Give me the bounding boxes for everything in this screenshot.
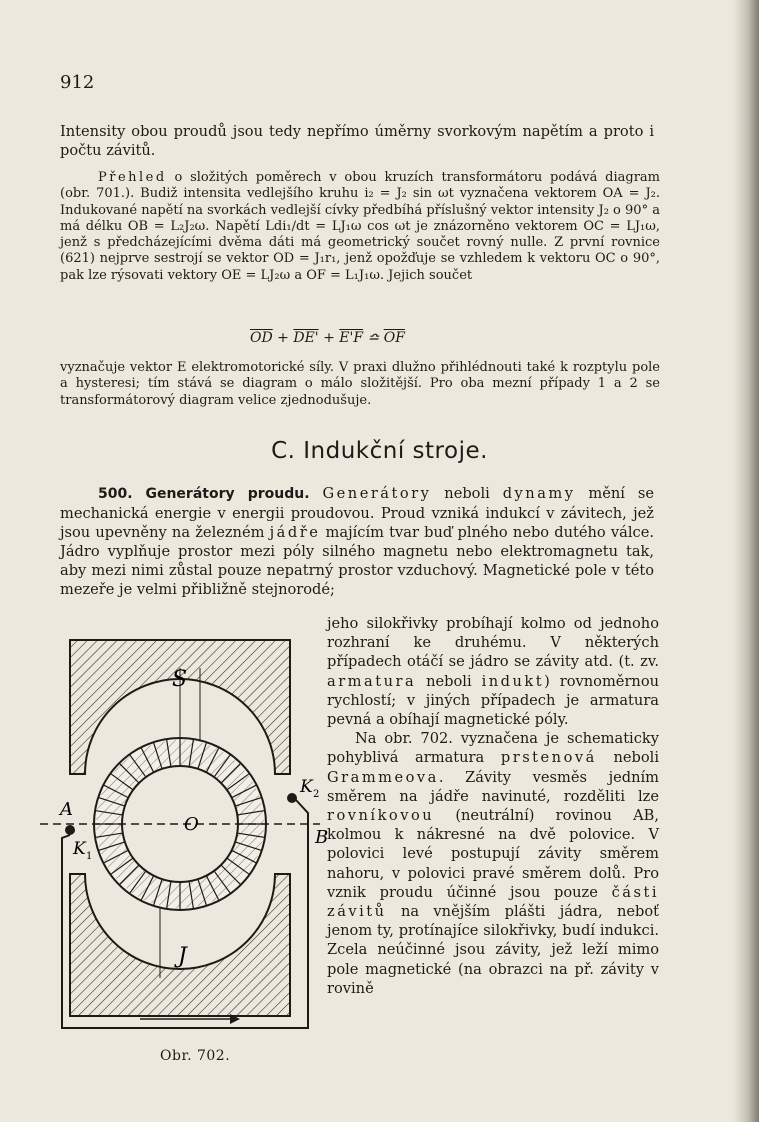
gramme-ring-diagram — [40, 628, 330, 1038]
page-spine-shadow — [733, 0, 759, 1122]
label-a: A — [60, 799, 73, 820]
term-rovnikovou: rovníkovou — [327, 807, 435, 825]
label-k2: K — [300, 777, 313, 797]
figure-caption: Obr. 702. — [160, 1048, 231, 1064]
paragraph-after-formula: vyznačuje vektor E elektromotorické síly. V praxi dlužno přihlédnouti také k rozptylu pole a hysteresi; tím stává se diagram o málo složitější. Pro oba mezní případy 1 a 2 se transformátorový diagram velice zjednodušuje. — [60, 360, 660, 408]
formula-equals: ≏ — [363, 330, 384, 346]
right-text-1: jeho silokřivky probíhají kolmo od jednoho rozhraní ke druhému. V některých případech otáčí se jádro se závity atd. (t. zv. — [327, 615, 659, 671]
generators-text-3: majícím tvar buď plného nebo dutého válce. Jádro vyplňuje prostor mezi póly silného magnetu nebo elektromagnetu tak, aby mezi nimi zůstal pouze nepatrný prostor vzduchový. Magnetické pole v této mezeře je velmi přibližně stejnorodé; — [60, 524, 654, 598]
ring-armature-inner — [122, 766, 238, 882]
right-column-text — [327, 614, 659, 998]
paragraph-overview — [60, 170, 660, 284]
term-prstenova: prstenová — [500, 749, 597, 767]
term-casti-zavitu: části závitů — [327, 883, 659, 921]
term-indukt: indukt — [481, 672, 545, 690]
right-text-5: neboli — [596, 749, 659, 767]
right-text-2: neboli — [416, 672, 482, 690]
section-title: Generátory proudu. — [145, 486, 310, 502]
term-grammeova: Grammeova — [327, 768, 439, 786]
term-armatura: armatura — [327, 672, 417, 690]
brush-left — [65, 825, 75, 835]
label-pole-s: S — [172, 667, 188, 692]
right-text-4: Na obr. 702. vyznačena je schematicky pohyblivá armatura — [327, 730, 659, 767]
label-pole-j: J — [178, 944, 187, 969]
section-number: 500. — [98, 486, 133, 502]
label-k1-sub: 1 — [86, 851, 93, 862]
page-number: 912 — [60, 72, 95, 93]
right-text-8: na vnějším plášti jádra, neboť jenom ty, protínajíce silokřivky, budí indukci. Zcela neúčinné jsou závity, jež leží mimo pole magnetické (na obrazci na př. závity v rovině — [327, 903, 659, 997]
term-jadre: jádře — [269, 524, 321, 541]
label-k1: K — [73, 839, 86, 859]
label-o: O — [184, 814, 199, 835]
figure-gramme-ring — [40, 628, 330, 1042]
label-b: B — [315, 827, 329, 848]
formula-plus-1: + — [272, 330, 294, 346]
formula-term-od: $\overline{OD}$ — [250, 330, 273, 346]
vector-sum-formula — [250, 330, 405, 346]
paragraph-intensity: Intensity obou proudů jsou tedy nepřímo úměrny svorkovým napětím a proto i počtu závitů. — [60, 123, 654, 159]
right-paragraph-2 — [327, 729, 659, 998]
formula-term-of: $\overline{OF}$ — [383, 330, 405, 346]
formula-term-ef: E'F — [339, 330, 364, 346]
brush-right — [287, 793, 297, 803]
formula-term-de: DE' — [293, 330, 319, 346]
right-text-6: . Závity vesměs jedním směrem na jádře navinuté, rozděliti lze — [327, 768, 659, 805]
term-dynamy: dynamy — [502, 485, 576, 502]
right-text-3: ) rovnoměrnou rychlostí; v jiných případech je armatura pevná a obíhají magnetické póly. — [327, 672, 660, 729]
section-heading: C. Indukční stroje. — [271, 438, 488, 464]
right-text-7: (neutrální) rovinou AB, kolmou k nákresné na dvě polovice. V polovici levé postupují závity směrem nahoru, v polovici pravé směrem dolů. Pro vznik proudu účinné jsou pouze — [327, 807, 659, 901]
label-k2-sub: 2 — [313, 789, 320, 800]
formula-plus-2: + — [318, 330, 340, 346]
generators-text-1: neboli — [431, 485, 503, 502]
term-generatory: Generátory — [322, 485, 432, 502]
generators-text-2: mění se mechanická energie v energii proudovou. Proud vzniká indukcí v závitech, jež jsou upevněny na železném — [60, 485, 654, 541]
overview-body: o složitých poměrech v obou kruzích transformátoru podává diagram (obr. 701.). Budiž intensita vedlejšího kruhu i₂ = J₂ sin ωt vyznačena vektorem OA = J₂. Indukované napětí na svorkách vedlejší cívky předbíhá příslušný vektor intensity J₂ o 90° a má délku OB = L₂J₂ω. Napětí Ldi₁/dt = LJ₁ω cos ωt je znázorněno vektorem OC = LJ₁ω, jenž s předcházejícími dvěma dáti má geometrický součet rovný nulle. Z první rovnice (621) nejprve sestrojí se vektor OD = J₁r₁, jenž opožďuje se vzhledem k vektoru OC o 90°, pak lze rýsovati vektory OE = LJ₂ω a OF = L₁J₁ω. Jejich součet — [60, 170, 660, 283]
paragraph-generators — [60, 484, 654, 599]
overview-lead: Přehled — [98, 170, 167, 185]
